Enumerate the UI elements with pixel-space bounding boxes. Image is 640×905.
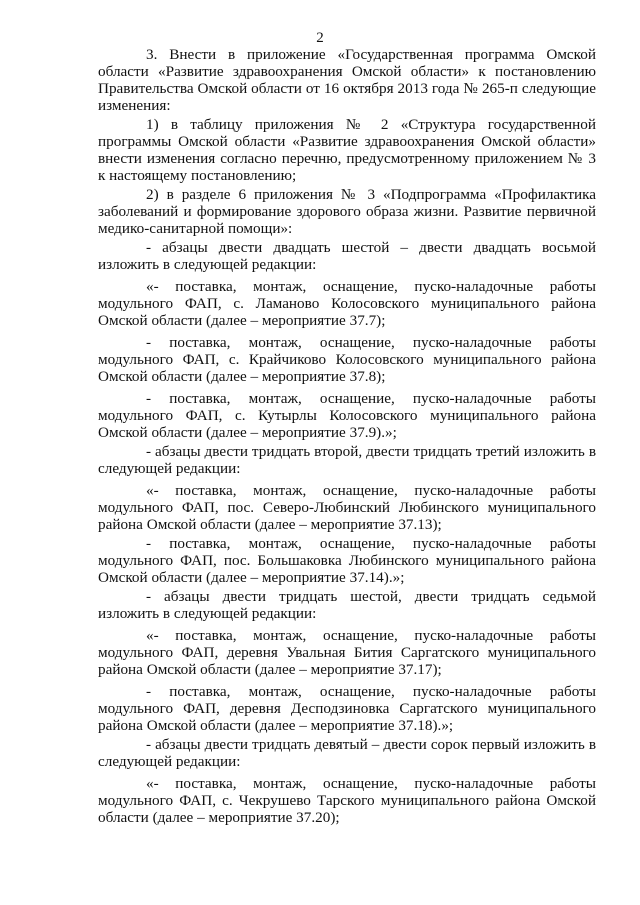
paragraph-instruction: - абзацы двести двадцать шестой – двести двадцать восьмой изложить в следующей редакции:: [98, 239, 596, 273]
paragraph-measure: «- поставка, монтаж, оснащение, пуско-наладочные работы модульного ФАП, с. Чекрушево Тарского муниципального района Омской области (далее – мероприятие 37.20);: [98, 775, 596, 826]
paragraph-measure: - поставка, монтаж, оснащение, пуско-наладочные работы модульного ФАП, деревня Десподзиновка Саргатского муниципального района Омской области (далее – мероприятие 37.18).»;: [98, 683, 596, 734]
paragraph-subitem-1: 1) в таблицу приложения № 2 «Структура государственной программы Омской области «Развитие здравоохранения Омской области» внести изменения согласно перечню, предусмотренному приложением № 3 к настоящему постановлению;: [98, 116, 596, 184]
page-number: 2: [316, 30, 324, 46]
paragraph-measure: «- поставка, монтаж, оснащение, пуско-наладочные работы модульного ФАП, деревня Увальная Бития Саргатского муниципального района Омской области (далее – мероприятие 37.17);: [98, 627, 596, 678]
paragraph-item-3: 3. Внести в приложение «Государственная программа Омской области «Развитие здравоохранения Омской области» к постановлению Правительства Омской области от 16 октября 2013 года № 265-п следующие изменения:: [98, 46, 596, 114]
paragraph-measure: - поставка, монтаж, оснащение, пуско-наладочные работы модульного ФАП, с. Крайчиково Колосовского муниципального района Омской области (далее – мероприятие 37.8);: [98, 334, 596, 385]
paragraph-instruction: - абзацы двести тридцать шестой, двести тридцать седьмой изложить в следующей редакции:: [98, 588, 596, 622]
paragraph-measure: - поставка, монтаж, оснащение, пуско-наладочные работы модульного ФАП, пос. Большаковка Любинского муниципального района Омской области (далее – мероприятие 37.14).»;: [98, 535, 596, 586]
paragraph-measure: «- поставка, монтаж, оснащение, пуско-наладочные работы модульного ФАП, пос. Северо-Любинский Любинского муниципального района Омской области (далее – мероприятие 37.13);: [98, 482, 596, 533]
paragraph-instruction: - абзацы двести тридцать второй, двести тридцать третий изложить в следующей редакции:: [98, 443, 596, 477]
paragraph-measure: - поставка, монтаж, оснащение, пуско-наладочные работы модульного ФАП, с. Кутырлы Колосовского муниципального района Омской области (далее – мероприятие 37.9).»;: [98, 390, 596, 441]
document-body: [98, 46, 596, 826]
paragraph-instruction: - абзацы двести тридцать девятый – двести сорок первый изложить в следующей редакции:: [98, 736, 596, 770]
paragraph-subitem-2: 2) в разделе 6 приложения № 3 «Подпрограмма «Профилактика заболеваний и формирование здорового образа жизни. Развитие первичной медико-санитарной помощи»:: [98, 186, 596, 237]
paragraph-measure: «- поставка, монтаж, оснащение, пуско-наладочные работы модульного ФАП, с. Ламаново Колосовского муниципального района Омской области (далее – мероприятие 37.7);: [98, 278, 596, 329]
